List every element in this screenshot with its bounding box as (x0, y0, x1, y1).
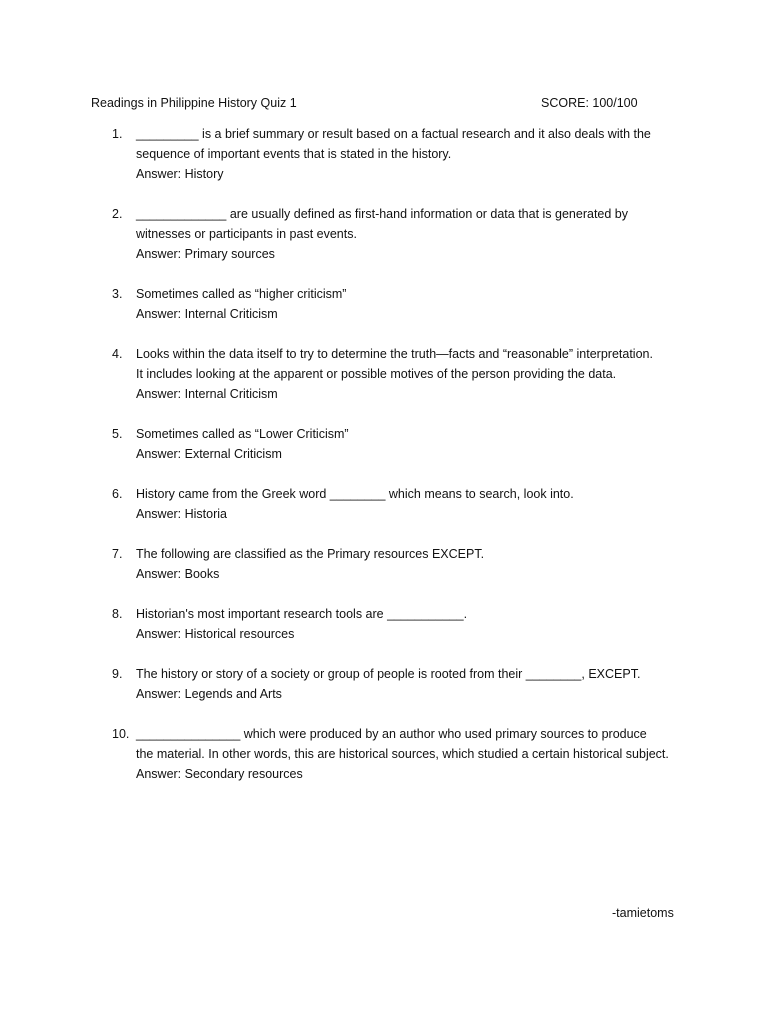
question-number: 6. (112, 487, 123, 501)
question-number: 7. (112, 547, 123, 561)
question-text: _________ is a brief summary or result based on a factual research and it also deals with the (136, 127, 651, 141)
question-number: 4. (112, 347, 123, 361)
question-text: the material. In other words, this are historical sources, which studied a certain historical subject. (136, 747, 669, 761)
question-item (0, 544, 768, 584)
answer-text: Answer: Books (136, 567, 220, 581)
quiz-title: Readings in Philippine History Quiz 1 (91, 96, 297, 110)
question-number: 3. (112, 287, 123, 301)
question-number: 2. (112, 207, 123, 221)
question-item (0, 284, 768, 324)
answer-text: Answer: Historia (136, 507, 227, 521)
answer-text: Answer: External Criticism (136, 447, 282, 461)
answer-text: Answer: Historical resources (136, 627, 295, 641)
question-item (0, 204, 768, 264)
question-number: 10. (112, 727, 130, 741)
question-text: Historian's most important research tools are ___________. (136, 607, 468, 621)
question-number: 1. (112, 127, 123, 141)
question-item (0, 664, 768, 704)
question-list (0, 124, 768, 804)
author-signature: -tamietoms (612, 906, 674, 920)
question-text: Sometimes called as “Lower Criticism” (136, 427, 349, 441)
question-item (0, 424, 768, 464)
question-item (0, 604, 768, 644)
answer-text: Answer: Internal Criticism (136, 307, 278, 321)
question-item (0, 484, 768, 524)
question-item (0, 724, 768, 784)
question-number: 5. (112, 427, 123, 441)
question-text: _______________ which were produced by an author who used primary sources to produce (136, 727, 647, 741)
question-text: sequence of important events that is stated in the history. (136, 147, 452, 161)
question-item (0, 344, 768, 404)
question-text: It includes looking at the apparent or possible motives of the person providing the data. (136, 367, 617, 381)
answer-text: Answer: Internal Criticism (136, 387, 278, 401)
question-text: History came from the Greek word ________ which means to search, look into. (136, 487, 574, 501)
quiz-score: SCORE: 100/100 (541, 96, 638, 110)
question-number: 8. (112, 607, 123, 621)
answer-text: Answer: Legends and Arts (136, 687, 282, 701)
answer-text: Answer: History (136, 167, 224, 181)
answer-text: Answer: Primary sources (136, 247, 275, 261)
question-text: Sometimes called as “higher criticism” (136, 287, 347, 301)
question-number: 9. (112, 667, 123, 681)
quiz-header (91, 94, 651, 112)
question-text: _____________ are usually defined as first-hand information or data that is generated by (136, 207, 628, 221)
question-item (0, 124, 768, 184)
question-text: witnesses or participants in past events. (136, 227, 357, 241)
question-text: The following are classified as the Primary resources EXCEPT. (136, 547, 485, 561)
question-text: Looks within the data itself to try to determine the truth—facts and “reasonable” interpretation. (136, 347, 653, 361)
answer-text: Answer: Secondary resources (136, 767, 303, 781)
question-text: The history or story of a society or group of people is rooted from their ________, EXCEPT. (136, 667, 641, 681)
